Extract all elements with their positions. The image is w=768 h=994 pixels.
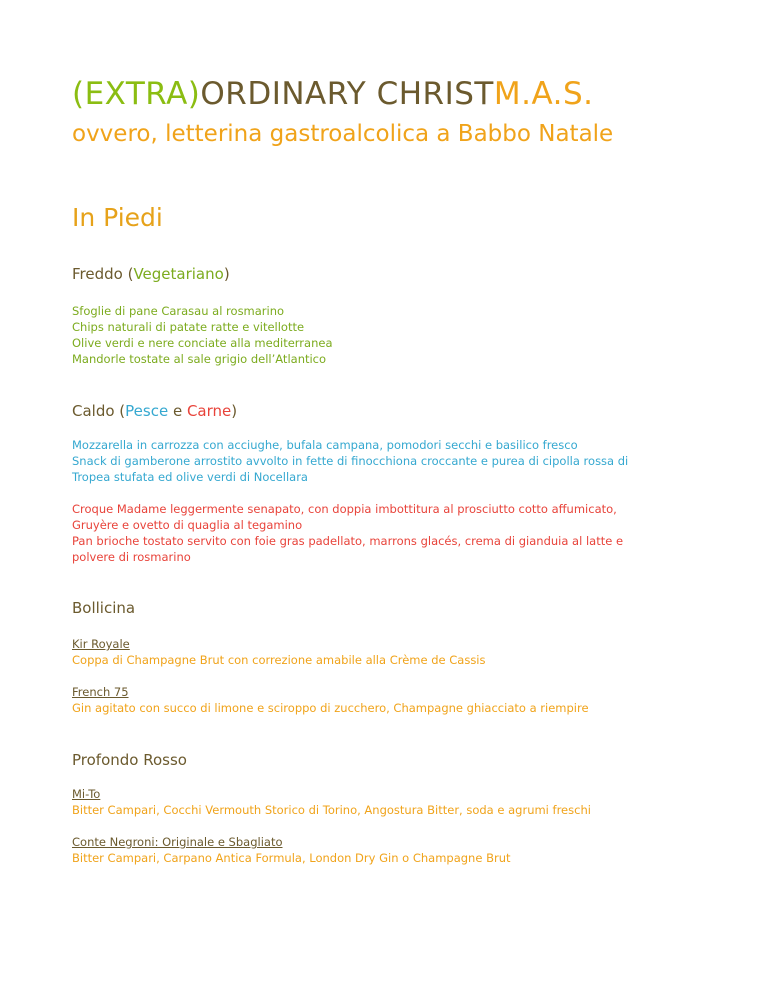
list-item: Snack di gamberone arrostito avvolto in fette di finocchiona croccante e purea di cipolla rossa di [72, 454, 629, 468]
caldo-heading-and: e [168, 402, 187, 420]
caldo-heading-carne: Carne [186, 402, 232, 420]
drink-description: Bitter Campari, Cocchi Vermouth Storico di Torino, Angostura Bitter, soda e agrumi freschi [72, 803, 591, 817]
list-item: Croque Madame leggermente senapato, con doppia imbottitura al prosciutto cotto affumicato, [72, 502, 617, 516]
list-item: Mandorle tostate al sale grigio dell’Atlantico [72, 352, 327, 366]
profondo-rosso-drink [72, 834, 712, 866]
drink-name: Mi-To [72, 787, 101, 801]
caldo-heading [72, 402, 237, 420]
section-heading-in-piedi: In Piedi [72, 203, 163, 232]
profondo-rosso-drink [72, 786, 712, 818]
list-item: Tropea stufata ed olive verdi di Nocellara [72, 470, 308, 484]
page-title [72, 76, 594, 112]
list-item: Olive verdi e nere conciate alla mediterranea [72, 336, 333, 350]
title-part-ordinary: ORDINARY CHRIST [200, 76, 494, 112]
bollicina-drink [72, 636, 712, 668]
title-part-extra: (EXTRA) [72, 76, 201, 112]
list-item: Gruyère e ovetto di quaglia al tegamino [72, 518, 303, 532]
list-item: polvere di rosmarino [72, 550, 191, 564]
list-item: Chips naturali di patate ratte e vitellotte [72, 320, 305, 334]
freddo-list [72, 303, 712, 367]
caldo-heading-label: Caldo ( [72, 402, 126, 420]
freddo-heading-vegetariano: Vegetariano [133, 265, 224, 283]
caldo-fish-list [72, 437, 712, 485]
list-item: Pan brioche tostato servito con foie gras padellato, marrons glacés, crema di gianduia al latte e [72, 534, 624, 548]
drink-name: Conte Negroni: Originale e Sbagliato [72, 835, 283, 849]
freddo-heading [72, 265, 230, 283]
bollicina-heading: Bollicina [72, 599, 136, 617]
freddo-heading-label: Freddo ( [72, 265, 134, 283]
page-subtitle: ovvero, letterina gastroalcolica a Babbo Natale [72, 121, 614, 147]
drink-name: French 75 [72, 685, 129, 699]
list-item: Mozzarella in carrozza con acciughe, bufala campana, pomodori secchi e basilico fresco [72, 438, 578, 452]
freddo-heading-close: ) [223, 265, 230, 283]
title-part-mas: M.A.S. [493, 76, 594, 112]
drink-name: Kir Royale [72, 637, 130, 651]
caldo-meat-list [72, 501, 712, 565]
caldo-heading-close: ) [231, 402, 238, 420]
drink-description: Bitter Campari, Carpano Antica Formula, London Dry Gin o Champagne Brut [72, 851, 511, 865]
drink-description: Coppa di Champagne Brut con correzione amabile alla Crème de Cassis [72, 653, 486, 667]
caldo-heading-pesce: Pesce [125, 402, 169, 420]
profondo-rosso-heading: Profondo Rosso [72, 751, 187, 769]
bollicina-drink [72, 684, 712, 716]
list-item: Sfoglie di pane Carasau al rosmarino [72, 304, 285, 318]
drink-description: Gin agitato con succo di limone e sciroppo di zucchero, Champagne ghiacciato a riempire [72, 701, 589, 715]
